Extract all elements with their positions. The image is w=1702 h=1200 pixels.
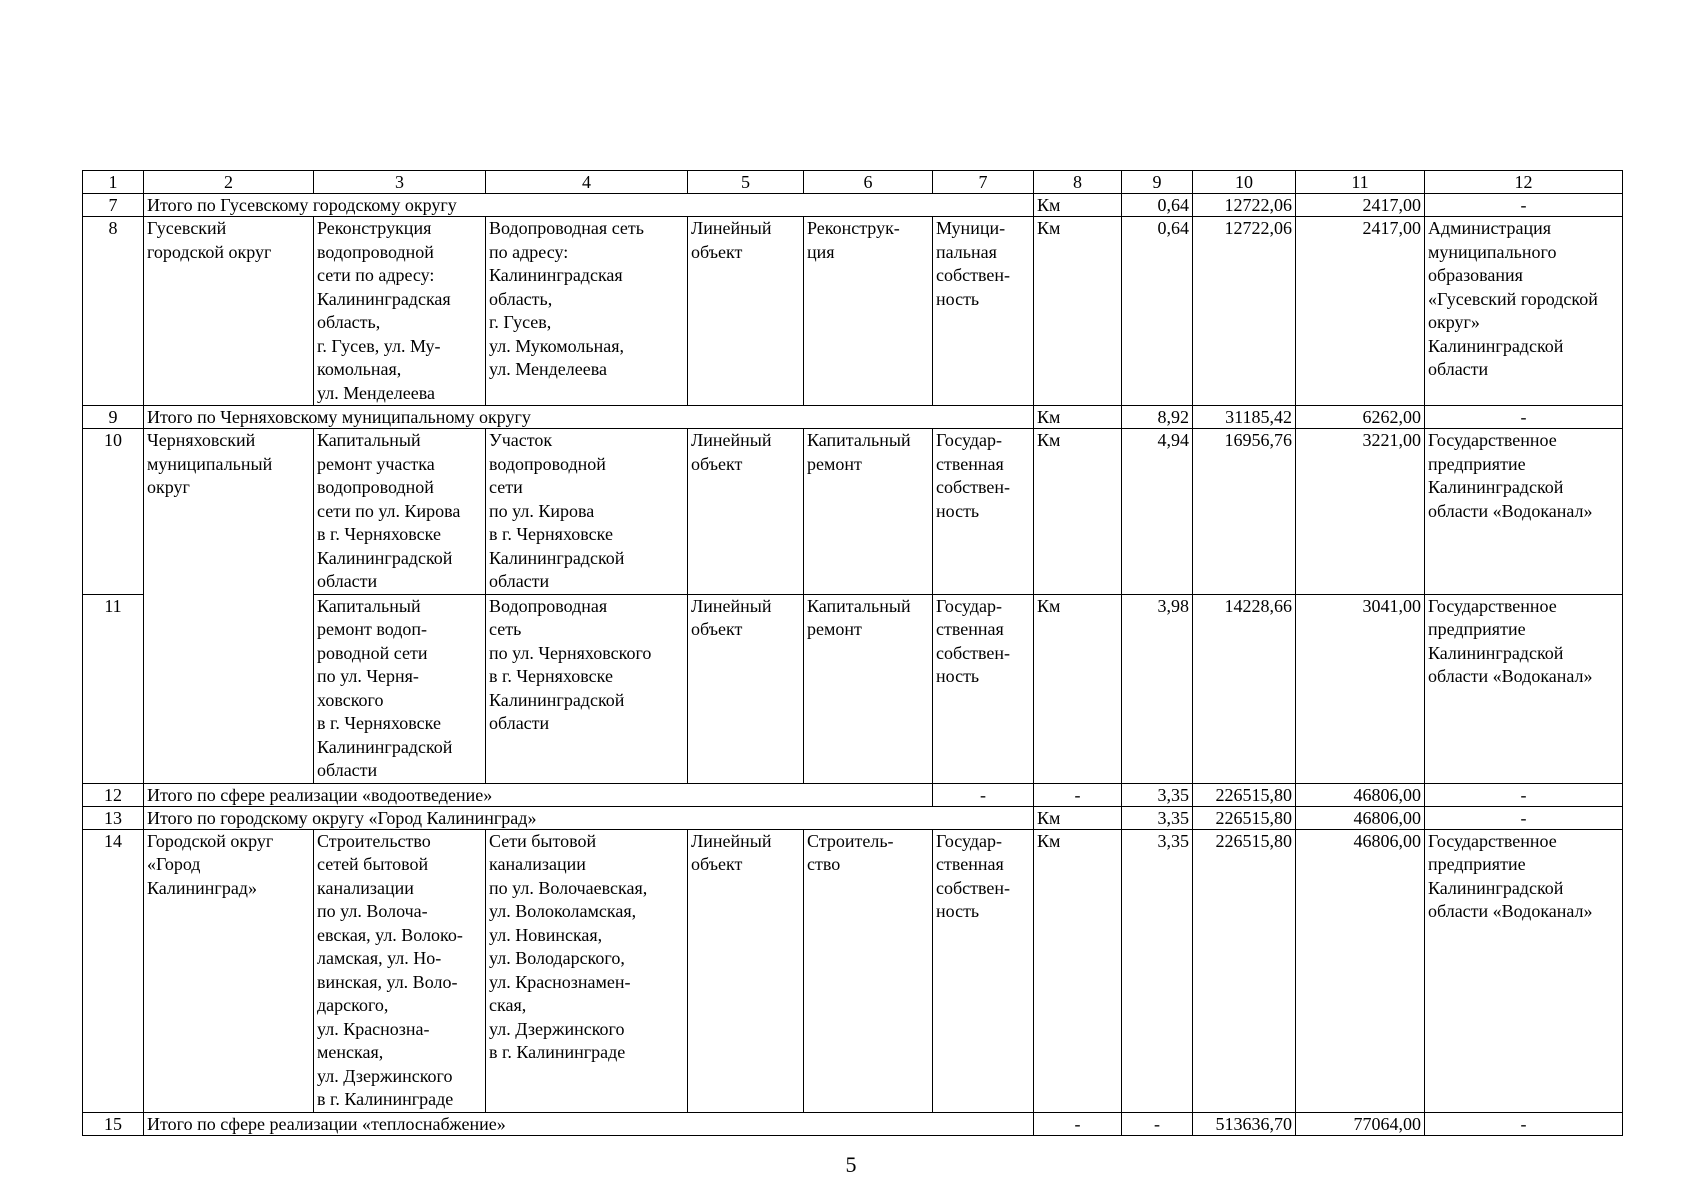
value-cell: 77064,00 [1296,1112,1425,1135]
kind-cell: Строитель- ство [804,829,933,1112]
cost-cell: 14228,66 [1193,594,1296,783]
subtotal-label: Итого по Черняховскому муниципальному округу [144,406,1034,429]
owner-cell: - [1425,1112,1623,1135]
table-row [83,829,1623,1112]
object-cell: Сети бытовой канализации по ул. Волочаевская, ул. Волоколамская, ул. Новинская, ул. Володарского, ул. Краснознамен- ская, ул. Дзержинского в г. Калининграде [486,829,688,1112]
property-cell: Муници- пальная собствен- ность [933,217,1034,406]
table-row [83,1112,1623,1135]
cost-cell: 513636,70 [1193,1112,1296,1135]
owner-cell: Государственное предприятие Калининградской области «Водоканал» [1425,829,1623,1112]
owner-cell: Государственное предприятие Калининградской области «Водоканал» [1425,594,1623,783]
row-number: 12 [83,783,144,806]
value-cell: 3041,00 [1296,594,1425,783]
table-row [83,806,1623,829]
work-cell: Реконструкция водопроводной сети по адресу: Калининградская область, г. Гусев, ул. Му- комольная, ул. Менделеева [314,217,486,406]
cost-cell: 16956,76 [1193,429,1296,595]
type-cell: Линейный объект [688,829,804,1112]
work-cell: Капитальный ремонт водоп- роводной сети по ул. Черня- ховского в г. Черняховске Калининградской области [314,594,486,783]
unit-cell: Км [1034,217,1122,406]
table-row [83,594,1623,783]
length-cell: 3,98 [1122,594,1193,783]
col-header: 10 [1193,171,1296,194]
kind-cell: Капитальный ремонт [804,594,933,783]
property-cell: Государ- ственная собствен- ность [933,594,1034,783]
object-cell: Водопроводная сеть по адресу: Калининградская область, г. Гусев, ул. Мукомольная, ул. Менделеева [486,217,688,406]
length-cell: 0,64 [1122,194,1193,217]
value-cell: 46806,00 [1296,829,1425,1112]
length-cell: - [1122,1112,1193,1135]
col-header: 5 [688,171,804,194]
row-number: 11 [83,594,144,783]
length-cell: 8,92 [1122,406,1193,429]
owner-cell: Администрация муниципального образования «Гусевский городской округ» Калининградской области [1425,217,1623,406]
object-cell: Участок водопроводной сети по ул. Кирова в г. Черняховске Калининградской области [486,429,688,595]
value-cell: 3221,00 [1296,429,1425,595]
type-cell: Линейный объект [688,594,804,783]
value-cell: 6262,00 [1296,406,1425,429]
length-cell: 3,35 [1122,783,1193,806]
row-number: 8 [83,217,144,406]
unit-cell: Км [1034,194,1122,217]
value-cell: 2417,00 [1296,194,1425,217]
col-header: 4 [486,171,688,194]
subtotal-label: Итого по городскому округу «Город Калининград» [144,806,1034,829]
length-cell: 3,35 [1122,829,1193,1112]
subtotal-label: Итого по сфере реализации «водоотведение» [144,783,933,806]
district-cell: Черняховский муниципальный округ [144,429,314,784]
object-cell: Водопроводная сеть по ул. Черняховского в г. Черняховске Калининградской области [486,594,688,783]
cost-cell: 12722,06 [1193,217,1296,406]
district-cell: Городской округ «Город Калининград» [144,829,314,1112]
length-cell: 4,94 [1122,429,1193,595]
col-header: 12 [1425,171,1623,194]
value-cell: 2417,00 [1296,217,1425,406]
row-number: 9 [83,406,144,429]
col-header: 11 [1296,171,1425,194]
unit-cell: Км [1034,829,1122,1112]
subtotal-label: Итого по Гусевскому городскому округу [144,194,1034,217]
col-header: 6 [804,171,933,194]
row-number: 14 [83,829,144,1112]
kind-cell: Реконструк- ция [804,217,933,406]
value-cell: 46806,00 [1296,783,1425,806]
owner-cell: - [1425,783,1623,806]
col-header: 2 [144,171,314,194]
district-cell: Гусевский городской округ [144,217,314,406]
length-cell: 3,35 [1122,806,1193,829]
row-number: 13 [83,806,144,829]
cost-cell: 226515,80 [1193,829,1296,1112]
table-row [83,194,1623,217]
cost-cell: 226515,80 [1193,806,1296,829]
col-header: 8 [1034,171,1122,194]
col-header: 9 [1122,171,1193,194]
unit-cell: Км [1034,594,1122,783]
col-header: 7 [933,171,1034,194]
col-header: 3 [314,171,486,194]
cost-cell: 226515,80 [1193,783,1296,806]
table-row [83,429,1623,595]
owner-cell: - [1425,406,1623,429]
value-cell: 46806,00 [1296,806,1425,829]
type-cell: Линейный объект [688,429,804,595]
col-header: 1 [83,171,144,194]
property-cell: Государ- ственная собствен- ность [933,429,1034,595]
table-row [83,217,1623,406]
owner-cell: Государственное предприятие Калининградской области «Водоканал» [1425,429,1623,595]
length-cell: 0,64 [1122,217,1193,406]
table-row [83,406,1623,429]
property-cell: - [933,783,1034,806]
row-number: 15 [83,1112,144,1135]
cost-cell: 12722,06 [1193,194,1296,217]
column-number-row [83,171,1623,194]
cost-cell: 31185,42 [1193,406,1296,429]
table-row [83,783,1623,806]
unit-cell: Км [1034,406,1122,429]
type-cell: Линейный объект [688,217,804,406]
unit-cell: Км [1034,806,1122,829]
row-number: 10 [83,429,144,595]
subtotal-label: Итого по сфере реализации «теплоснабжение» [144,1112,1034,1135]
kind-cell: Капитальный ремонт [804,429,933,595]
row-number: 7 [83,194,144,217]
unit-cell: Км [1034,429,1122,595]
owner-cell: - [1425,806,1623,829]
property-cell: Государ- ственная собствен- ность [933,829,1034,1112]
work-cell: Капитальный ремонт участка водопроводной сети по ул. Кирова в г. Черняховске Калининградской области [314,429,486,595]
work-cell: Строительство сетей бытовой канализации по ул. Волоча- евская, ул. Волоко- ламская, ул. Но- винская, ул. Воло- дарского, ул. Краснозна- менская, ул. Дзержинского в г. Калининграде [314,829,486,1112]
owner-cell: - [1425,194,1623,217]
unit-cell: - [1034,1112,1122,1135]
unit-cell: - [1034,783,1122,806]
page-number: 5 [845,1152,857,1177]
investment-table [82,170,1623,1136]
